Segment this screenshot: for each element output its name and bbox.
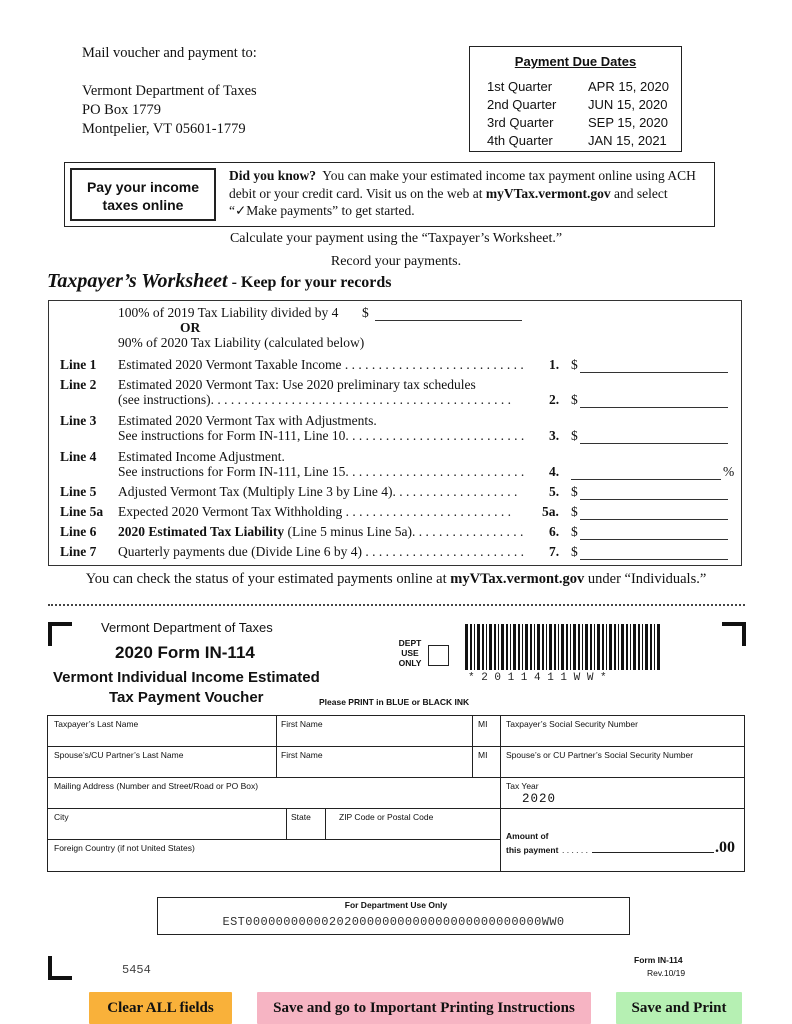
barcode-bar (525, 624, 528, 670)
barcode-bar (474, 624, 475, 670)
barcode-bar (585, 624, 588, 670)
barcode-bar (609, 624, 612, 670)
barcode-bar (626, 624, 628, 670)
voucher-form-name: 2020 Form IN-114 (115, 643, 255, 662)
barcode-bar (570, 624, 571, 670)
line-6-input[interactable] (580, 525, 728, 540)
dollar-sign: $ (571, 357, 578, 372)
amount-label-2: this payment (506, 845, 559, 855)
barcode-bar (554, 624, 556, 670)
barcode-text: * 2 0 1 1 4 1 1 W W * (468, 672, 607, 684)
first-name-label: First Name (281, 719, 323, 729)
barcode-bar (542, 624, 544, 670)
line-description: (see instructions). . . . . . . . . . . . . . . . . . . . . . . . . . . . . . . . . . . . . . . . . . . . . (118, 392, 511, 407)
option-1-text: 100% of 2019 Tax Liability divided by 4 (118, 305, 339, 320)
option-1-dollar: $ (362, 305, 369, 320)
barcode-bar (594, 624, 595, 670)
save-and-go-to-instructions-button[interactable]: Save and go to Important Printing Instructions (257, 992, 591, 1024)
line-number: 4. (549, 464, 560, 479)
barcode-bar (477, 624, 480, 670)
barcode-bar (618, 624, 619, 670)
status-link[interactable]: myVTax.vermont.gov (450, 571, 585, 587)
dept-use-only-label (395, 638, 425, 668)
zip-field[interactable] (326, 824, 499, 838)
barcode-bar (534, 624, 535, 670)
barcode-bar (621, 624, 624, 670)
due-date: SEP 15, 2020 (588, 115, 668, 130)
line-5a-input[interactable] (580, 505, 728, 520)
barcode-bar (606, 624, 607, 670)
calculate-instruction: Calculate your payment using the “Taxpayer’s Worksheet.” (229, 231, 563, 246)
did-you-know-line-3: “✓Make payments” to get started. (229, 203, 415, 218)
city-label: City (54, 812, 69, 822)
dept-use-checkbox (428, 645, 449, 666)
barcode-bar (561, 624, 564, 670)
mail-line-2: PO Box 1779 (82, 102, 161, 118)
voucher-dept: Vermont Department of Taxes (101, 620, 273, 635)
barcode-bar (573, 624, 576, 670)
dept-use-3: ONLY (398, 658, 422, 668)
line-description: Quarterly payments due (Divide Line 6 by 4) . . . . . . . . . . . . . . . . . . . . . . . . (118, 544, 525, 559)
mi-label: MI (478, 719, 488, 729)
line-number: 6. (549, 524, 560, 539)
cut-line (48, 604, 745, 606)
line-description: Estimated 2020 Vermont Tax with Adjustments. (118, 413, 377, 428)
barcode-bar (582, 624, 583, 670)
city-field[interactable] (48, 824, 285, 838)
voucher-title-1: Vermont Individual Income Estimated (53, 669, 320, 686)
due-date: APR 15, 2020 (588, 79, 669, 94)
dept-use-1: DEPT (398, 638, 422, 648)
line-number: 5a. (542, 504, 559, 519)
divider (47, 746, 745, 747)
line-number: 3. (549, 428, 560, 443)
due-dates-title: Payment Due Dates (514, 54, 637, 69)
barcode-bar (530, 624, 532, 670)
pay-online-button[interactable] (70, 168, 216, 221)
barcode-bar (645, 624, 648, 670)
clear-all-fields-button[interactable]: Clear ALL fields (89, 992, 232, 1024)
due-date: JAN 15, 2021 (588, 133, 667, 148)
due-row (487, 97, 671, 115)
mail-header: Mail voucher and payment to: (82, 45, 257, 61)
divider (500, 715, 501, 872)
line-2-input[interactable] (580, 393, 728, 408)
registration-corner-top-left (48, 622, 72, 646)
payment-due-dates-box (469, 46, 682, 152)
or-label: OR (180, 320, 201, 335)
barcode-bar (650, 624, 652, 670)
line-label: Line 5 (60, 484, 97, 499)
line-number: 1. (549, 357, 560, 372)
pay-online-line-1: Pay your income (86, 179, 200, 195)
option-1-input[interactable] (375, 306, 522, 321)
foreign-country-label: Foreign Country (if not United States) (54, 843, 195, 853)
first-name-field[interactable] (277, 731, 471, 745)
barcode-bar (518, 624, 520, 670)
barcode-bar (510, 624, 511, 670)
save-and-print-button[interactable]: Save and Print (616, 992, 742, 1024)
pay-online-line-2: taxes online (102, 197, 184, 213)
dollar-sign: $ (571, 484, 578, 499)
worksheet-title (47, 270, 392, 293)
tax-year-value: 2020 (522, 792, 557, 806)
line-description: Adjusted Vermont Tax (Multiply Line 3 by Line 4). . . . . . . . . . . . . . . . . . . (118, 484, 518, 499)
line-number: 7. (549, 544, 560, 559)
divider (47, 839, 501, 840)
registration-corner-top-right (722, 622, 746, 646)
mail-line-3: Montpelier, VT 05601-1779 (82, 121, 246, 137)
barcode-bar (597, 624, 600, 670)
line-6-rest: (Line 5 minus Line 5a). . . . . . . . . . . . . . . . . (284, 524, 524, 539)
spouse-last-name-label: Spouse’s/CU Partner’s Last Name (54, 750, 184, 760)
last-name-field[interactable] (48, 731, 275, 745)
due-row (487, 115, 671, 133)
did-you-know-label: Did you know? (229, 168, 317, 183)
barcode-bar (558, 624, 559, 670)
dollar-sign: $ (571, 428, 578, 443)
state-label: State (291, 812, 311, 822)
spouse-ssn-label: Spouse’s or CU Partner’s Social Security Number (506, 750, 694, 760)
mail-line-1: Vermont Department of Taxes (82, 83, 257, 99)
barcode-bar (633, 624, 636, 670)
spouse-mi-label: MI (478, 750, 488, 760)
line-label: Line 5a (60, 504, 104, 519)
status-note (0, 571, 792, 588)
barcode-bar (546, 624, 547, 670)
amount-cents: .00 (715, 839, 735, 856)
did-you-know-line-2b: and select (610, 185, 668, 201)
due-quarter: 4th Quarter (487, 133, 553, 148)
worksheet-title-text: Taxpayer’s Worksheet (47, 270, 228, 292)
line-5-input[interactable] (580, 485, 728, 500)
spouse-last-name-field[interactable] (48, 762, 275, 776)
record-instruction: Record your payments. (330, 254, 462, 269)
line-description (118, 524, 523, 540)
form-code: 5454 (122, 963, 151, 977)
did-you-know-line-1: You can make your estimated income tax payment online using ACH (322, 168, 696, 183)
scanline: EST000000000002020000000000000000000000000WW0 (222, 915, 565, 929)
address-label: Mailing Address (Number and Street/Road or PO Box) (54, 781, 259, 791)
zip-label: ZIP Code or Postal Code (339, 812, 434, 822)
did-you-know-line-2a: debit or your credit card. Visit us on the web at (229, 185, 486, 201)
barcode-bar (614, 624, 616, 670)
line-6-bold: 2020 Estimated Tax Liability (118, 524, 285, 539)
worksheet-keep-note: - Keep for your records (227, 274, 392, 291)
amount-field[interactable] (592, 840, 714, 853)
percent-sign: % (723, 464, 735, 479)
barcode-bar (638, 624, 640, 670)
line-7-input[interactable] (580, 545, 728, 560)
line-1-input[interactable] (580, 358, 728, 373)
dollar-sign: $ (571, 524, 578, 539)
due-quarter: 2nd Quarter (487, 97, 557, 112)
due-quarter: 1st Quarter (487, 79, 553, 94)
address-field[interactable] (48, 793, 499, 807)
barcode-bar (470, 624, 472, 670)
barcode-bar (494, 624, 496, 670)
barcode-bar (498, 624, 499, 670)
spouse-first-name-label: First Name (281, 750, 323, 760)
foreign-country-field[interactable] (48, 855, 499, 869)
barcode-bar (465, 624, 468, 670)
line-description: Estimated Income Adjustment. (118, 449, 285, 464)
mailing-address-block (82, 44, 257, 139)
line-description: Estimated 2020 Vermont Tax: Use 2020 preliminary tax schedules (118, 377, 476, 392)
spouse-first-name-field[interactable] (277, 762, 471, 776)
barcode-bar (506, 624, 508, 670)
line-4-input[interactable] (571, 465, 721, 480)
due-row (487, 133, 671, 151)
dollar-sign: $ (571, 544, 578, 559)
barcode-bar (578, 624, 580, 670)
form-revision: Rev.10/19 (647, 968, 686, 978)
amount-dots: . . . . . . (562, 845, 588, 855)
state-field[interactable] (287, 824, 324, 838)
due-row (487, 79, 671, 97)
due-date: JUN 15, 2020 (588, 97, 668, 112)
dept-use-2: USE (401, 648, 419, 658)
line-label: Line 2 (60, 377, 97, 392)
barcode (463, 624, 663, 670)
barcode-bar (501, 624, 504, 670)
barcode-bar (642, 624, 643, 670)
barcode-bar (630, 624, 631, 670)
print-ink-note: Please PRINT in BLUE or BLACK INK (319, 697, 470, 707)
line-description: See instructions for Form IN-111, Line 15. . . . . . . . . . . . . . . . . . . . . . . . . . . (118, 464, 525, 479)
barcode-bar (513, 624, 516, 670)
ssn-label: Taxpayer’s Social Security Number (506, 719, 638, 729)
dollar-sign: $ (571, 392, 578, 407)
line-label: Line 1 (60, 357, 97, 372)
option-2-text: 90% of 2020 Tax Liability (calculated below) (118, 335, 365, 350)
spouse-mi-field[interactable] (473, 762, 499, 776)
mi-field[interactable] (473, 731, 499, 745)
tax-year-label: Tax Year (506, 781, 539, 791)
barcode-bar (654, 624, 655, 670)
status-text-2: under “Individuals.” (584, 571, 707, 587)
ssn-field[interactable] (502, 731, 744, 745)
barcode-bar (549, 624, 552, 670)
barcode-bar (537, 624, 540, 670)
line-label: Line 4 (60, 449, 97, 464)
line-description: See instructions for Form IN-111, Line 10. . . . . . . . . . . . . . . . . . . . . . . . . . . (118, 428, 525, 443)
due-quarter: 3rd Quarter (487, 115, 554, 130)
barcode-bar (590, 624, 592, 670)
spouse-ssn-field[interactable] (502, 762, 744, 776)
line-3-input[interactable] (580, 429, 728, 444)
line-description: Expected 2020 Vermont Tax Withholding . . . . . . . . . . . . . . . . . . . . . . . . . (118, 504, 511, 519)
divider (47, 777, 745, 778)
barcode-bar (566, 624, 568, 670)
line-label: Line 6 (60, 524, 97, 539)
myvtax-link[interactable]: myVTax.vermont.gov (485, 185, 611, 201)
barcode-bar (602, 624, 604, 670)
barcode-bar (486, 624, 487, 670)
line-label: Line 3 (60, 413, 97, 428)
did-you-know-text (229, 167, 709, 220)
barcode-bar (482, 624, 484, 670)
line-number: 2. (549, 392, 560, 407)
dollar-sign: $ (571, 504, 578, 519)
voucher-title-2: Tax Payment Voucher (109, 689, 264, 706)
line-description: Estimated 2020 Vermont Taxable Income . . . . . . . . . . . . . . . . . . . . . . . . . . . (118, 357, 524, 372)
line-label: Line 7 (60, 544, 97, 559)
amount-label-1: Amount of (506, 831, 549, 841)
barcode-bar (489, 624, 492, 670)
line-number: 5. (549, 484, 560, 499)
barcode-bar (522, 624, 523, 670)
divider (47, 808, 745, 809)
status-text-1: You can check the status of your estimated payments online at (85, 571, 451, 587)
barcode-bar (657, 624, 660, 670)
dept-use-only-title: For Department Use Only (344, 900, 448, 910)
form-reference: Form IN-114 (634, 955, 683, 965)
last-name-label: Taxpayer’s Last Name (54, 719, 139, 729)
registration-corner-bottom-left (48, 956, 72, 980)
